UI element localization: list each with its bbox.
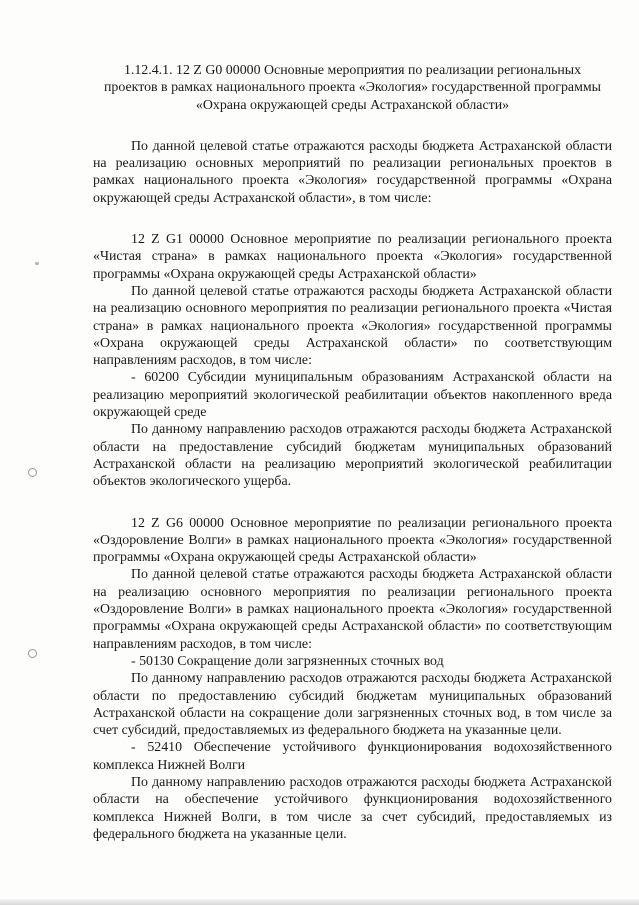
section-g1-heading: 12 Z G1 00000 Основное мероприятие по реализации регионального проекта «Чистая страна» в рамках национального проекта «Экология» государственной программы «Охрана окружающей среды Астраханской области» [93, 232, 612, 282]
scan-speck [35, 262, 39, 265]
item-60200-title: - 60200 Субсидии муниципальным образованиям Астраханской области на реализацию мероприятий экологической реабилитации объектов накопленного вреда окружающей среде [93, 370, 612, 421]
section-g1-description: По данной целевой статье отражаются расходы бюджета Астраханской области на реализацию основного мероприятия по реализации регионального проекта «Чистая страна» в рамках национального проекта «Экология» государственной программы «Охрана окружающей среды Астраханской области» по соответствующим направлениям расходов, в том числе: [93, 283, 612, 369]
item-50130-title: - 50130 Сокращение доли загрязненных сточных вод [131, 653, 444, 669]
item-60200-text: По данному направлению расходов отражаются расходы бюджета Астраханской области на предоставление субсидий бюджетам муниципальных образований Астраханской области на реализацию мероприятий экологической реабилитации объектов экологического ущерба. [93, 422, 612, 490]
section-g6-description: По данной целевой статье отражаются расходы бюджета Астраханской области на реализацию основного мероприятия по реализации регионального проекта «Оздоровление Волги» в рамках национального проекта «Экология» государственной программы «Охрана окружающей среды Астраханской области» по соответствующим направлениям расходов, в том числе: [93, 567, 612, 652]
item-50130-text: По данному направлению расходов отражаются расходы бюджета Астраханской области по предоставлению субсидий бюджетам муниципальных образований Астраханской области на сокращение доли загрязненных сточных вод, в том числе за счет субсидий, предоставляемых из федерального бюджета на указанные цели. [93, 671, 612, 739]
intro-paragraph: По данной целевой статье отражаются расходы бюджета Астраханской области на реализацию основных мероприятий по реализации региональных проектов в рамках национального проекта «Экология» государственной программы «Охрана окружающей среды Астраханской области», в том числе: [93, 138, 612, 206]
item-52410-title: - 52410 Обеспечение устойчивого функционирования водохозяйственного комплекса Нижней Волги [93, 740, 612, 773]
section-g6-heading: 12 Z G6 00000 Основное мероприятие по реализации регионального проекта «Оздоровление Волги» в рамках национального проекта «Экология» государственной программы «Охрана окружающей среды Астраханской области» [93, 515, 612, 566]
section-g1 [93, 231, 612, 490]
item-52410-text: По данному направлению расходов отражаются расходы бюджета Астраханской области на обеспечение устойчивого функционирования водохозяйственного комплекса Нижней Волги, в том числе за счет субсидий, предоставляемых из федерального бюджета на указанные цели. [93, 774, 612, 842]
punch-hole-mark [28, 649, 37, 658]
punch-hole-mark [28, 468, 37, 477]
section-g6 [93, 515, 612, 844]
main-heading: 1.12.4.1. 12 Z G0 00000 Основные мероприятия по реализации региональных проектов в рамках национального проекта «Экология» государственной программы «Охрана окружающей среды Астраханской области» [103, 63, 602, 113]
document-body [93, 62, 612, 843]
scan-bottom-edge [0, 899, 639, 905]
